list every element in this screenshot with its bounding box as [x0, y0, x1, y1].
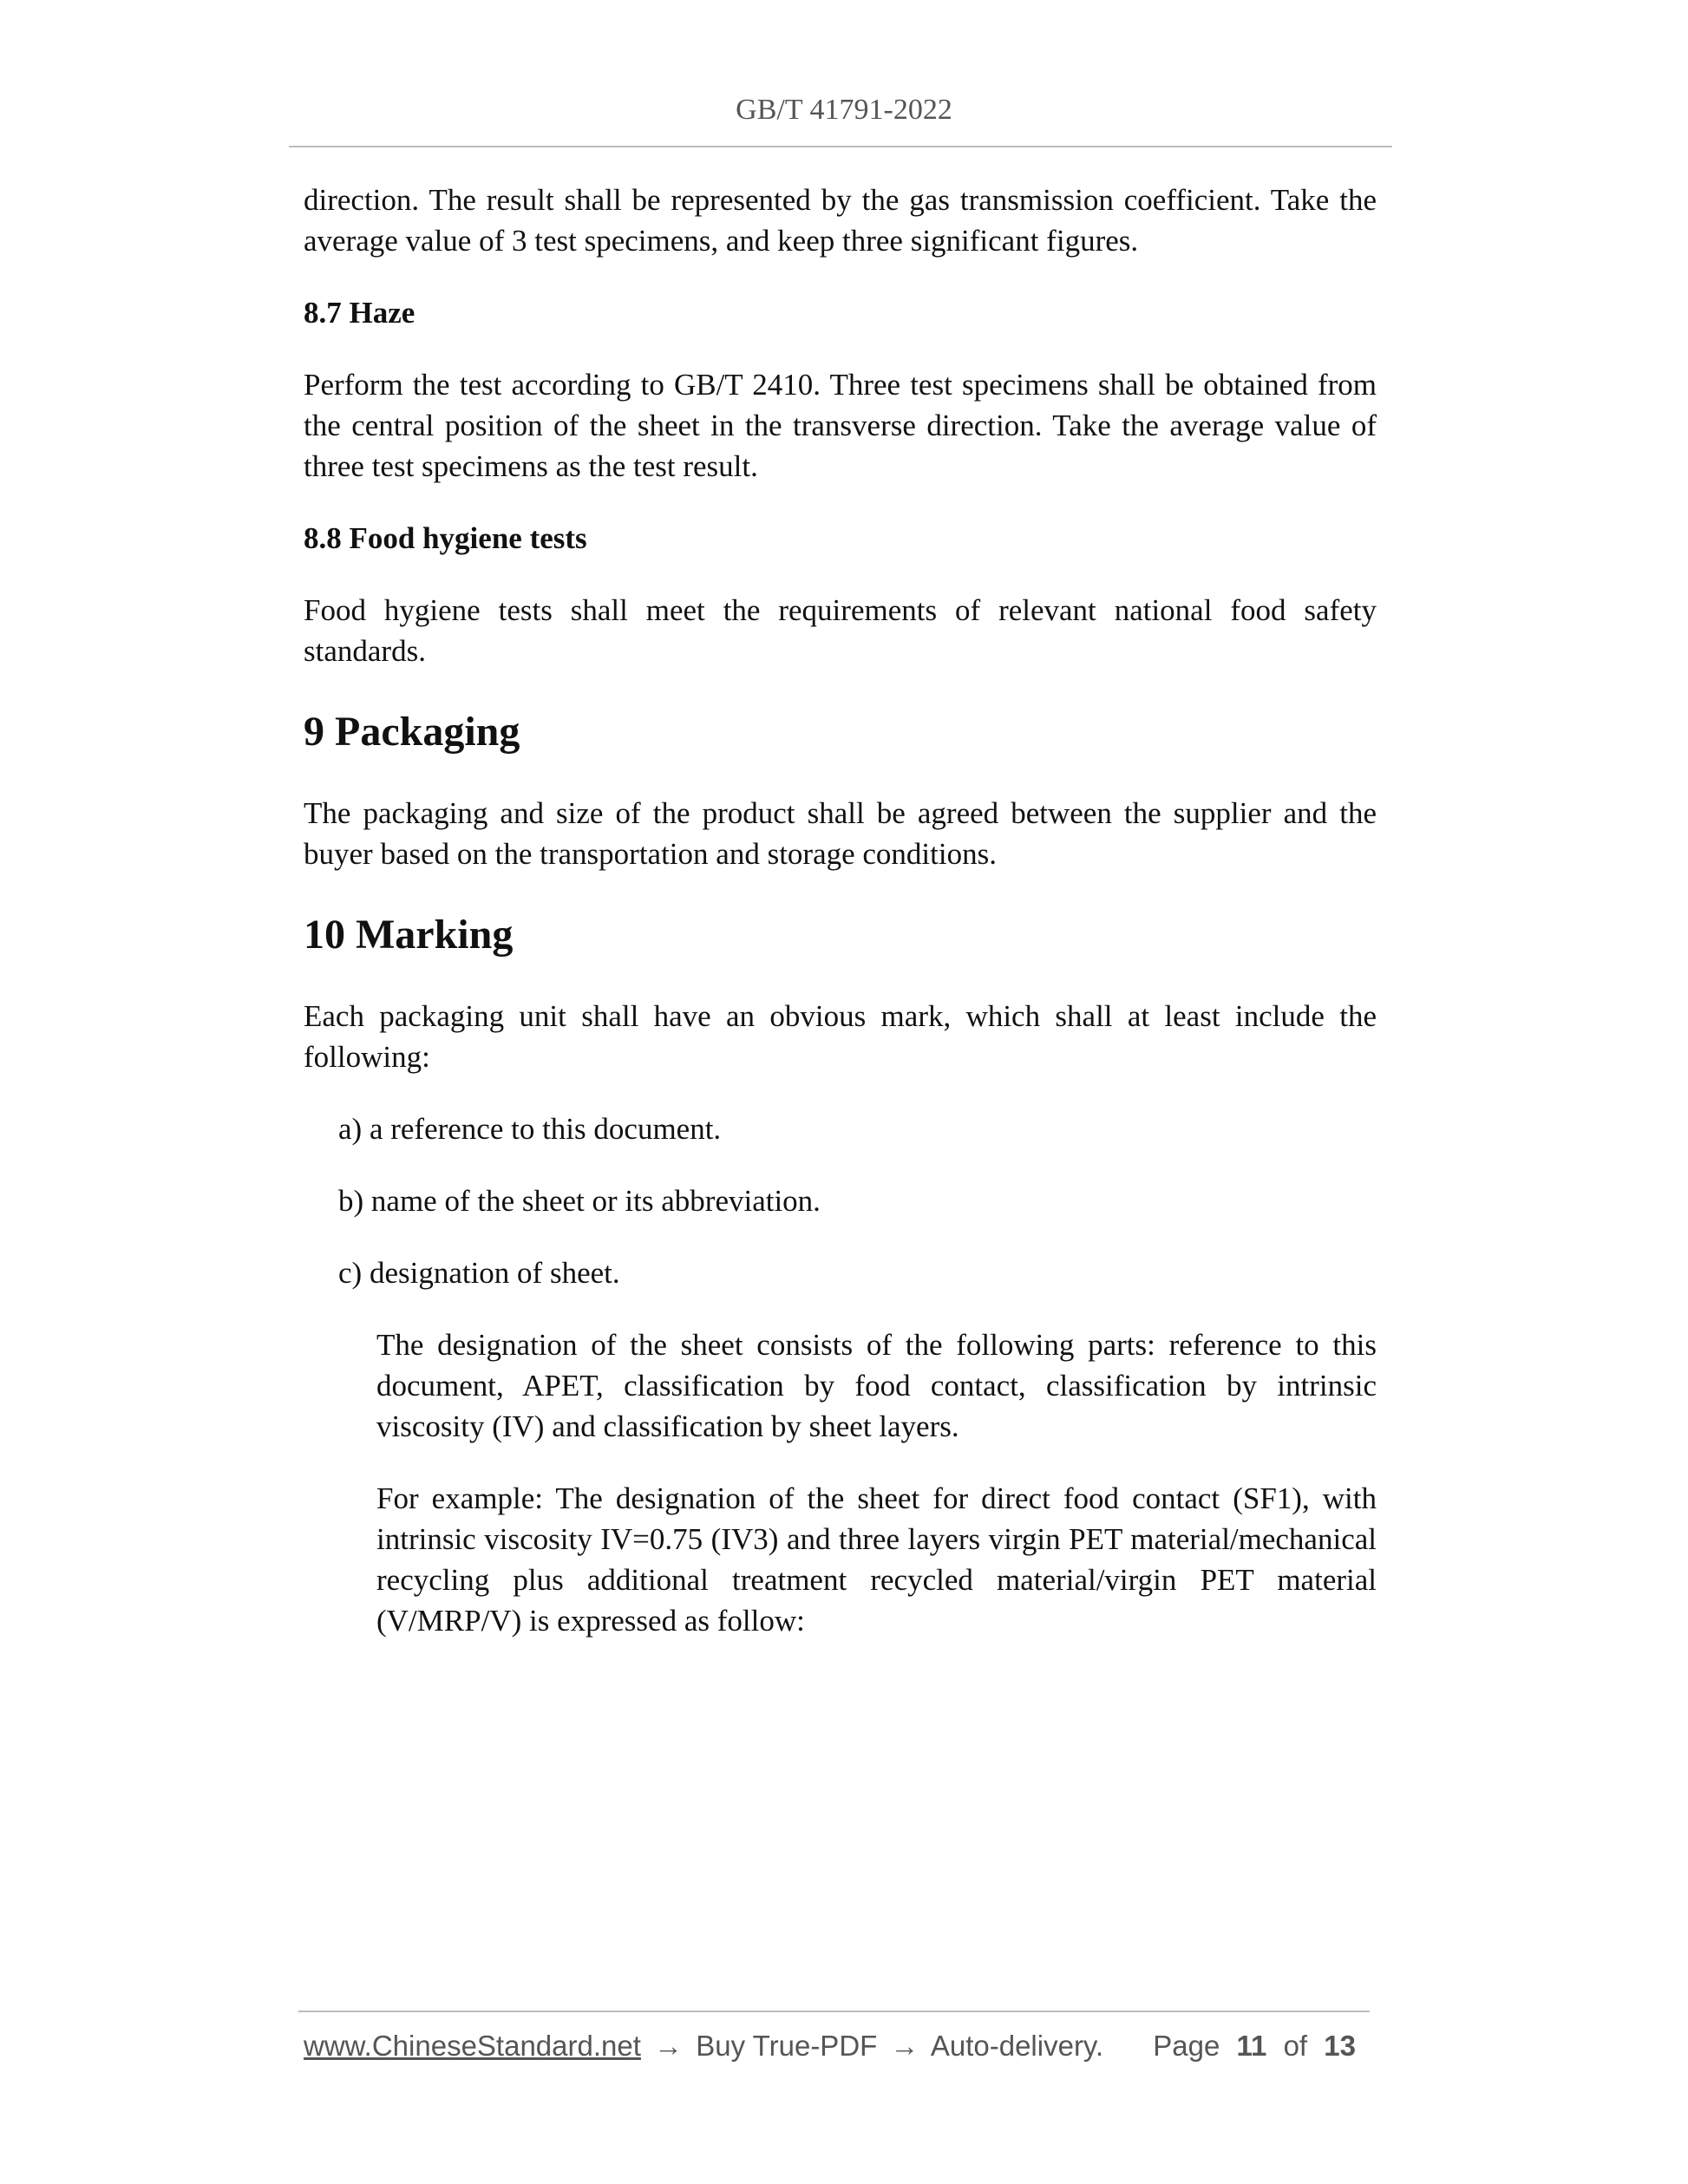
- designation-description: The designation of the sheet consists of the following parts: reference to this document, APET, classification by food contact, classification by intrinsic viscosity (IV) and classification by sheet layers.: [376, 1328, 1377, 1443]
- document-header-title: GB/T 41791-2022: [736, 94, 952, 126]
- designation-example: For example: The designation of the sheet for direct food contact (SF1), with intrinsic viscosity IV=0.75 (IV3) and three layers virgin PET material/mechanical recycling plus additional treatment recycled material/virgin PET material (V/MRP/V) is expressed as follow:: [376, 1481, 1377, 1638]
- buy-true-pdf-text: Buy True-PDF: [696, 2030, 878, 2062]
- list-item-c: c) designation of sheet.: [338, 1256, 620, 1290]
- auto-delivery-text: Auto-delivery.: [930, 2030, 1104, 2062]
- arrow-right-icon: →: [654, 2030, 684, 2062]
- continued-paragraph: direction. The result shall be represented by the gas transmission coefficient. Take the average value of 3 test specimens, and keep three significant figures.: [304, 183, 1377, 258]
- page-indicator: [1153, 2030, 1364, 2063]
- total-page-count: 13: [1324, 2030, 1356, 2062]
- chapter-10-heading: 10 Marking: [304, 912, 514, 958]
- current-page-number: 11: [1236, 2030, 1267, 2062]
- page-label: Page: [1153, 2030, 1220, 2062]
- website-link[interactable]: www.ChineseStandard.net: [304, 2030, 641, 2062]
- header-divider: [289, 146, 1392, 147]
- footer-divider: [298, 2011, 1370, 2012]
- page-of-label: of: [1283, 2030, 1308, 2062]
- footer-promo: [304, 2030, 1103, 2063]
- chapter-9-text: The packaging and size of the product shall be agreed between the supplier and the buyer based on the transportation and storage conditions.: [304, 796, 1377, 871]
- list-item-b: b) name of the sheet or its abbreviation.: [338, 1184, 821, 1218]
- section-8-8-text: Food hygiene tests shall meet the requirements of relevant national food safety standards.: [304, 593, 1377, 668]
- section-8-7-heading: 8.7 Haze: [304, 296, 415, 330]
- list-item-a: a) a reference to this document.: [338, 1112, 722, 1146]
- arrow-right-icon: →: [890, 2030, 919, 2062]
- section-8-8-heading: 8.8 Food hygiene tests: [304, 521, 587, 555]
- page-content: [304, 180, 1377, 1672]
- chapter-10-text: Each packaging unit shall have an obvious mark, which shall at least include the following:: [304, 999, 1377, 1074]
- section-8-7-text: Perform the test according to GB/T 2410. Three test specimens shall be obtained from the central position of the sheet in the transverse direction. Take the average value of three test specimens as the test result.: [304, 368, 1377, 483]
- chapter-9-heading: 9 Packaging: [304, 709, 520, 755]
